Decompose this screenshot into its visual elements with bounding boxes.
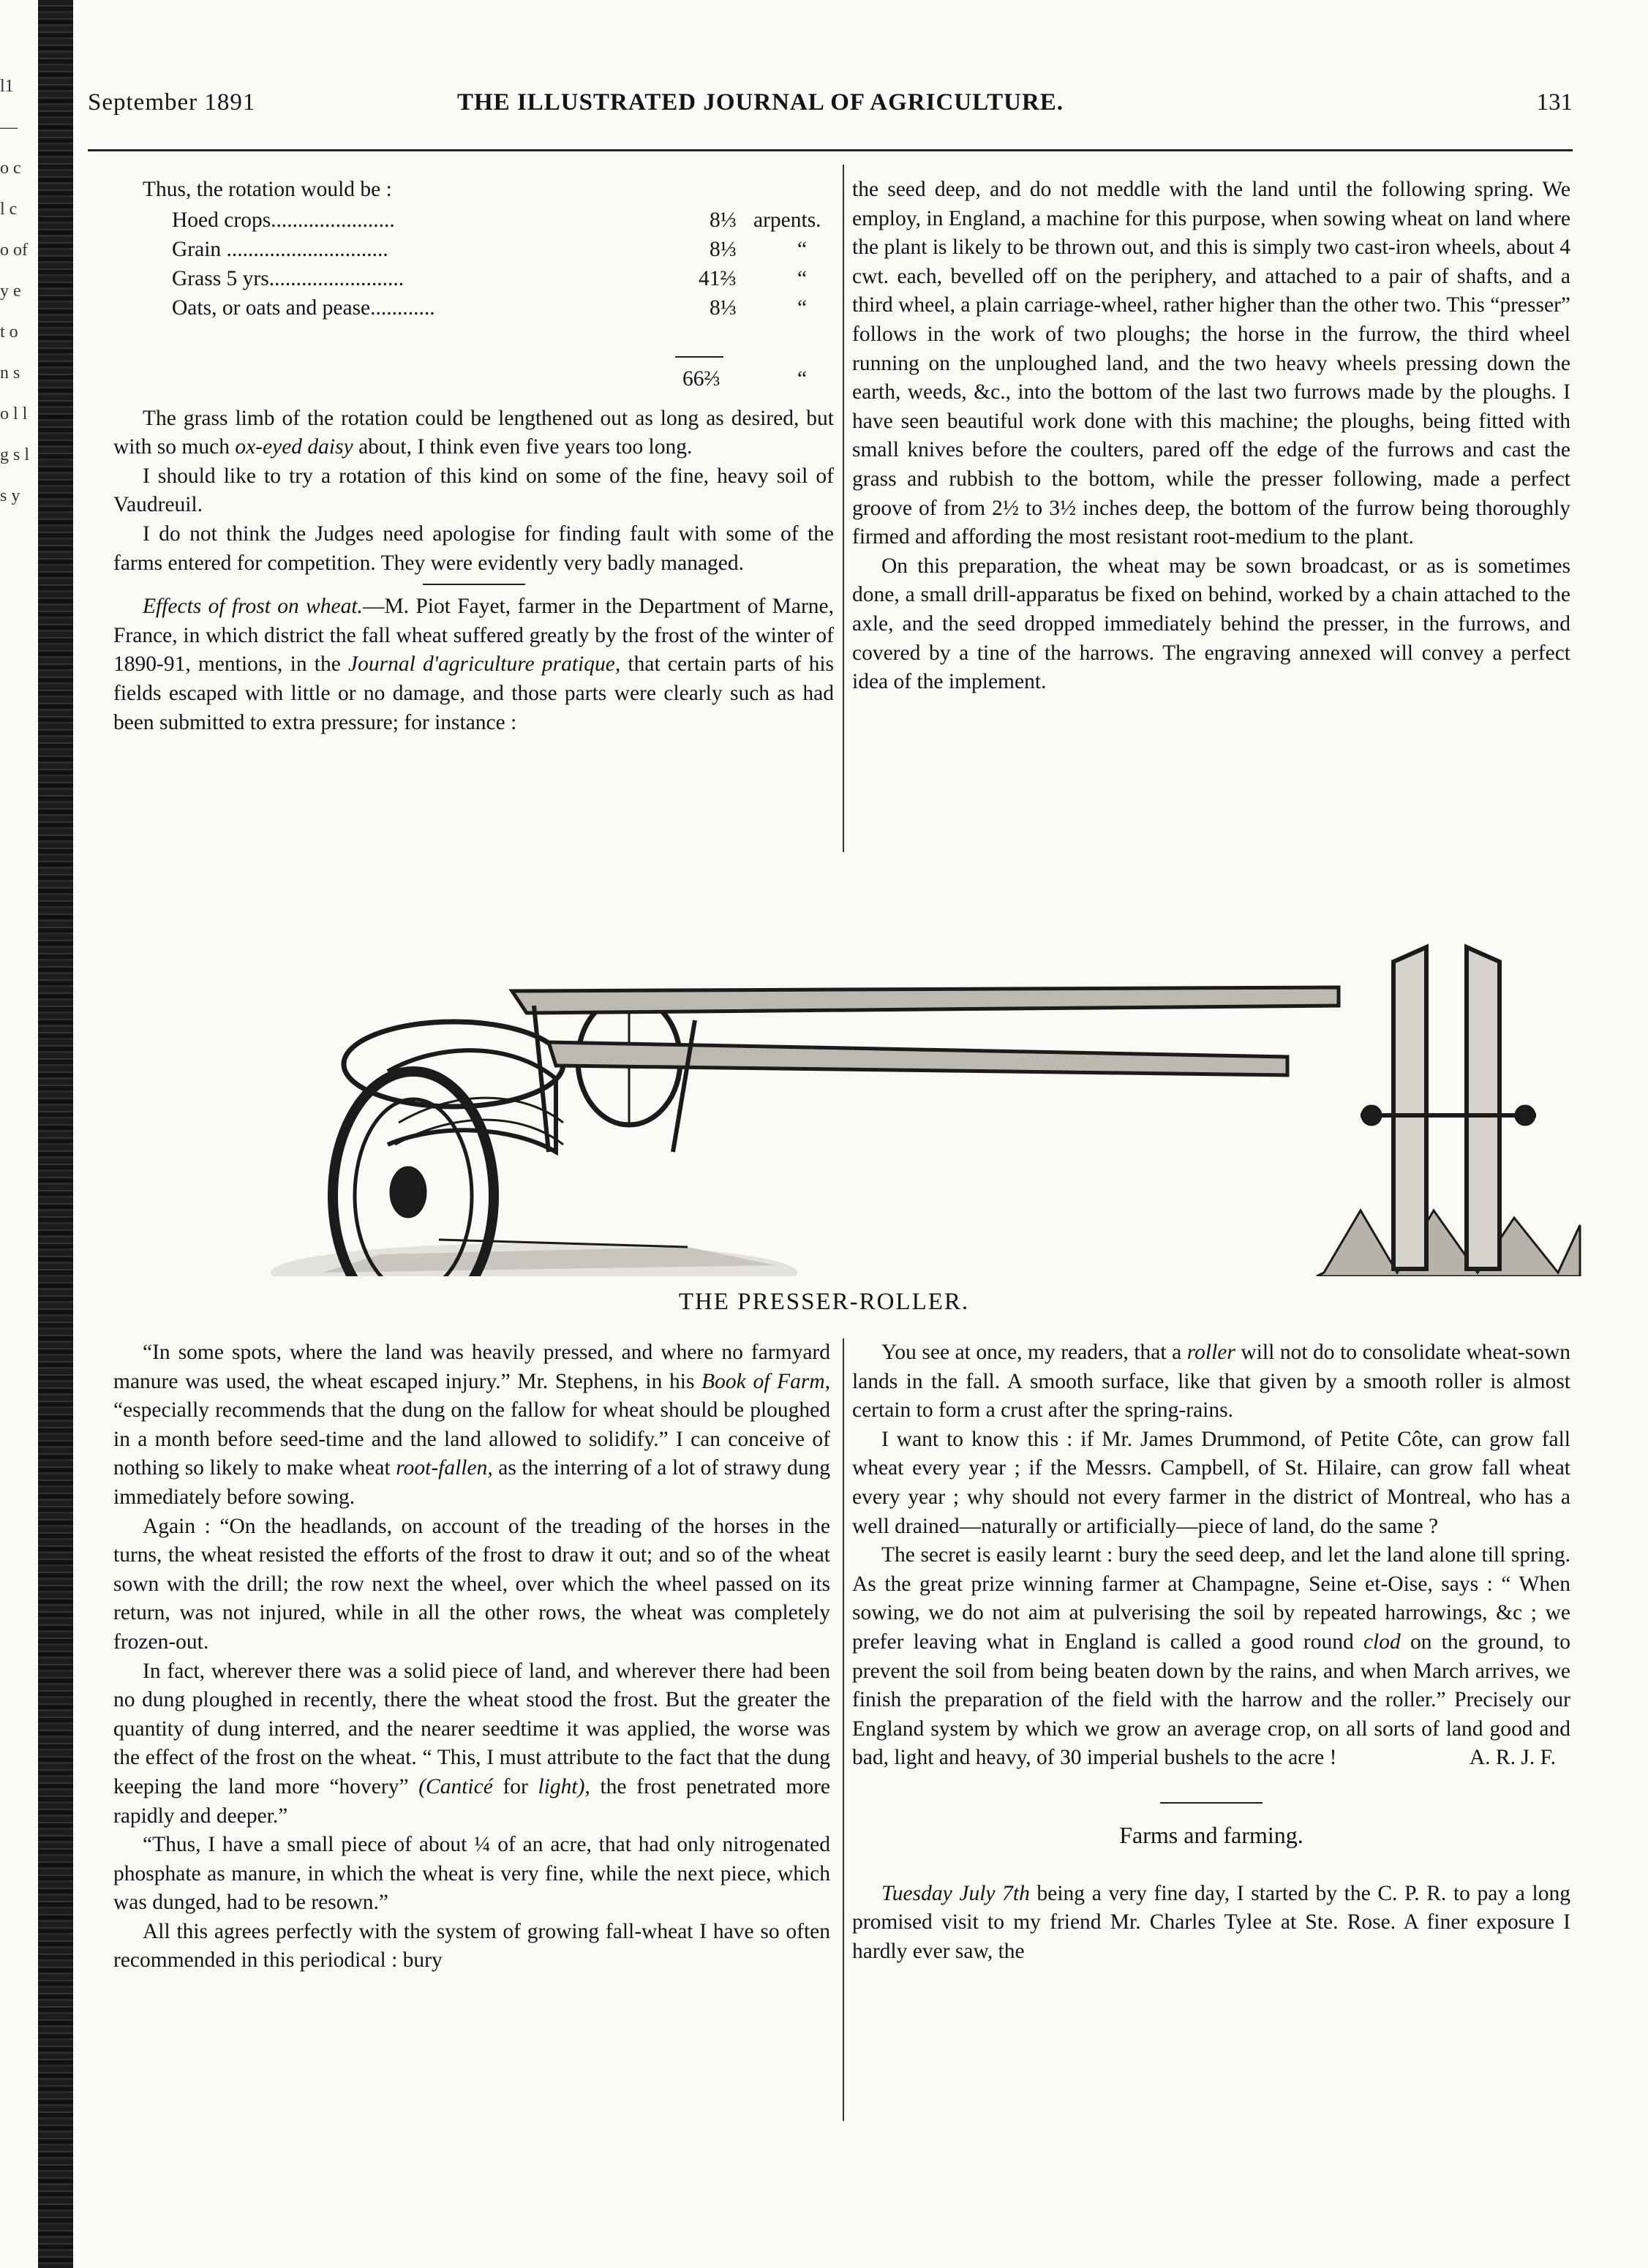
paragraph: On this preparation, the wheat may be sown broadcast, or as is sometimes done, a small drill-apparatus be fixed on behind, worked by a chain attached to the axle, and the seed dropped immediately behind the presser, in the furrows, and covered by a tine of the harrows. The engraving annexed will convey a perfect idea of the implement.: [852, 554, 1570, 694]
column-rule-bottom: [843, 1338, 844, 2121]
figure-caption: THE PRESSER-ROLLER.: [678, 1289, 970, 1315]
rotation-crop: Hoed crops.......................: [172, 208, 395, 232]
header-rule: [88, 149, 1573, 151]
paragraph: I do not think the Judges need apologise for finding fault with some of the farms entered for competition. They were evidently very badly managed.: [113, 521, 834, 575]
presser-roller-engraving: [271, 987, 1339, 1276]
paragraph: All this agrees perfectly with the system of growing fall-wheat I have so often recommended in this periodical : bury: [113, 1919, 830, 1973]
column-top-left: [113, 176, 834, 737]
rotation-unit: arpents.: [753, 208, 821, 232]
sum-rule: [675, 356, 723, 358]
header-date: September 1891: [88, 89, 256, 116]
section-title: Farms and farming.: [1119, 1821, 1303, 1848]
rotation-value: 8⅓: [710, 237, 737, 261]
running-header: [88, 89, 1573, 126]
presser-roller-figure: [219, 903, 1587, 1276]
paragraph: “In some spots, where the land was heavily pressed, and where no farmyard manure was used, the wheat escaped injury.” Mr. Stephens, in his Book of Farm, “especially recommends that the dung on the fallow for wheat should be ploughed in a month before seed-time and the land allowed to solidify.” I can conceive of nothing so likely to make wheat root-fallen, as the interring of a lot of strawy dung immediately before sowing.: [113, 1341, 831, 1509]
paragraph: In fact, wherever there was a solid piece of land, and wherever there had been no dung ploughed in recently, there the wheat stood the frost. But the greater the quantity of dung interred, and the nearer seedtime it was applied, the worse was the effect of the frost on the wheat. “ This, I must attribute to the fact that the dung keeping the land more “hovery” (Canticé for light), the frost penetrated more rapidly and deeper.”: [113, 1659, 830, 1828]
paragraph: The secret is easily learnt : bury the seed deep, and let the land alone till spring. As the great prize winning farmer at Champagne, Seine et-Oise, says : “ When sowing, we do not aim at pulverising the soil by repeated harrowings, &c ; we prefer leaving what in England is called a good round clod on the ground, to prevent the soil from being beaten down by the rains, and when March arrives, we finish the preparation of the field with the harrow and the roller.” Precisely our England system by which we grow an average crop, on all sorts of land good and bad, light and heavy, of 30 imperial bushels to the acre ! A. R. J. F.: [852, 1541, 1570, 1773]
margin-fragments: l1 — o c l c o of y e t o n s o l l g s l s y: [0, 77, 30, 505]
rotation-total: 66⅔: [682, 366, 720, 391]
rotation-total-row: [113, 356, 834, 404]
paragraph: You see at once, my readers, that a roller will not do to consolidate wheat-sown lands in the fall. A smooth surface, like that given by a smooth roller is almost certain to form a crust after the spring-rains.: [852, 1341, 1571, 1423]
column-bottom-right: [852, 1338, 1570, 1966]
rotation-crop: Grain ..............................: [172, 237, 388, 261]
paragraph: the seed deep, and do not meddle with the land until the following spring. We employ, in England, a machine for this purpose, when sowing wheat on land where the plant is likely to be thrown out, and this is simply two cast-iron wheels, about 4 cwt. each, bevelled off on the periphery, and attached to a pair of shafts, and a third wheel, a plain carriage-wheel, rather higher than the other two. This “presser” follows in the work of two ploughs; the horse in the furrow, the third wheel running on the unploughed land, and the two heavy wheels pressing down the earth, weeds, &c., into the bottom of the last two furrows made by the ploughs. I have seen beautiful work done with this machine; the ploughs, being fitted with small knives before the coulters, pared off the edge of the furrows and cast the grass and rubbish to the bottom, while the presser following, made a perfect groove of from 2½ to 3½ inches deep, the bottom of the furrow being thoroughly firmed and affording the most resistant root-medium to the plant.: [852, 178, 1570, 549]
paragraph: “Thus, I have a small piece of about ¼ of an acre, that had only nitrogenated phosphate as manure, in which the wheat is very fine, while the next piece, which was dunged, had to be resown.”: [113, 1833, 830, 1915]
presser-wheel-section: [1317, 947, 1580, 1276]
rotation-value: 8⅓: [710, 208, 737, 232]
rotation-value: 41⅔: [699, 266, 737, 290]
page-number: 131: [1536, 89, 1573, 116]
column-rule-top: [843, 165, 844, 852]
rotation-total-unit: “: [797, 366, 808, 391]
rotation-table: [113, 206, 834, 356]
paragraph: I should like to try a rotation of this kind on some of the fine, heavy soil of Vaudreuil.: [113, 464, 834, 517]
section-rule: [423, 584, 525, 585]
paragraph: I want to know this : if Mr. James Drummond, of Petite Côte, can grow fall wheat every year ; if the Messrs. Campbell, of St. Hilaire, can grow fall wheat every year ; why should not every farmer in the district of Montreal, who has a well drained—naturally or artificially—piece of land, do the same ?: [852, 1427, 1570, 1538]
paragraph-frost: Effects of frost on wheat.—M. Piot Fayet, farmer in the Department of Marne, France, in which district the fall wheat suffered greatly by the frost of the winter of 1890-91, mentions, in the Journal d'agriculture pratique, that certain parts of his fields escaped with little or no damage, and those parts were clearly such as had been submitted to extra pressure; for instance :: [113, 595, 835, 734]
rotation-unit: “: [797, 266, 808, 290]
rotation-unit: “: [797, 237, 808, 261]
paragraph: Tuesday July 7th being a very fine day, I started by the C. P. R. to pay a long promised visit to my friend Mr. Charles Tylee at Ste. Rose. A finer exposure I hardly ever saw, the: [852, 1881, 1570, 1963]
journal-title: THE ILLUSTRATED JOURNAL OF AGRICULTURE.: [457, 89, 1064, 116]
paragraph: The grass limb of the rotation could be lengthened out as long as desired, but with so much ox-eyed daisy about, I think even five years too long.: [113, 406, 834, 459]
rotation-unit: “: [797, 295, 808, 320]
signature: A. R. J. F.: [1469, 1746, 1556, 1770]
frost-heading: Effects of frost on wheat.: [143, 595, 363, 619]
rotation-crop: Oats, or oats and pease............: [172, 295, 435, 320]
rotation-intro: Thus, the rotation would be :: [143, 178, 392, 201]
paragraph: Again : “On the headlands, on account of the treading of the horses in the turns, the wheat resisted the efforts of the frost to draw it out; and so of the wheat sown with the drill; the row next the wheel, over which the wheel passed on its return, was not injured, while in all the other rows, the wheat was completely frozen-out.: [113, 1514, 830, 1654]
column-top-right: [852, 176, 1570, 697]
rotation-crop: Grass 5 yrs.........................: [172, 266, 405, 290]
scan-edge-strip: [38, 0, 73, 2268]
section-rule: [1160, 1802, 1263, 1804]
column-bottom-left: [113, 1338, 830, 1975]
rotation-value: 8⅓: [710, 295, 737, 320]
